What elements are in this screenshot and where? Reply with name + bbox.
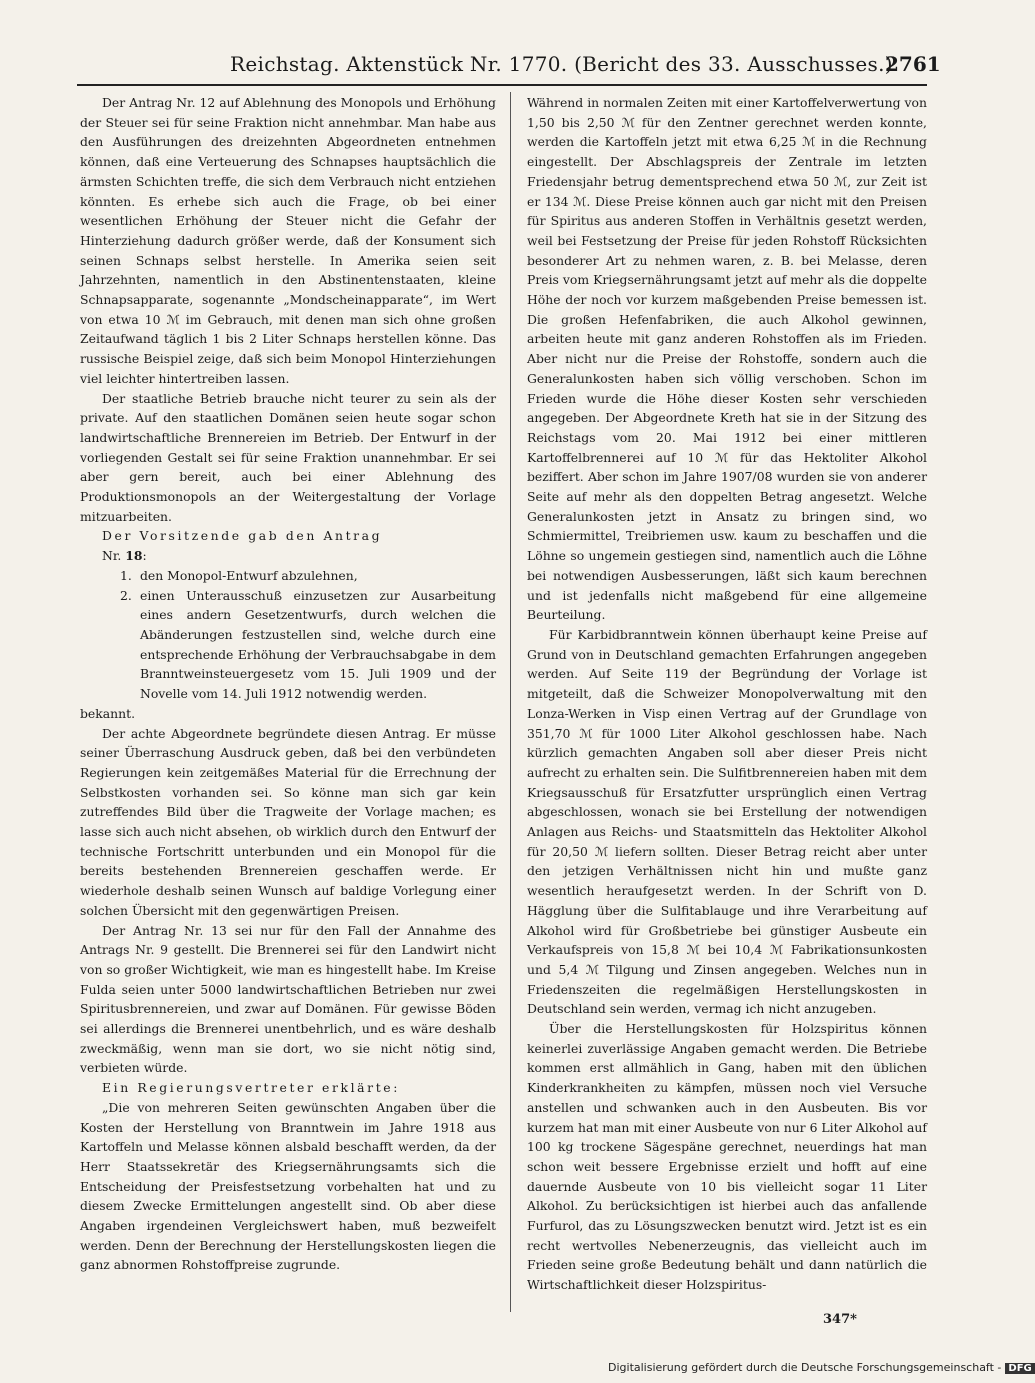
list-item-text: den Monopol-Entwurf abzulehnen, xyxy=(140,567,358,583)
paragraph: bekannt. xyxy=(80,705,136,721)
paragraph-government: Ein Regierungsvertreter erklärte: xyxy=(102,1080,400,1096)
motion-number xyxy=(80,546,496,566)
list-item-number: 1. xyxy=(120,567,132,583)
list-item-number: 2. xyxy=(120,587,132,603)
footer-text: Digitalisierung gefördert durch die Deutsche Forschungsgemeinschaft - xyxy=(608,1361,1002,1374)
left-column xyxy=(80,93,496,1275)
paragraph: Der staatliche Betrieb brauche nicht teurer zu sein als der private. Auf den staatlichen Domänen seien heute sogar schon landwirtschaftliche Brennereien im Betrieb. Der Entwurf in der vorliegenden Gestalt sei für seine Fraktion unannehmbar. Er sei aber gern bereit, auch bei einer Ablehnung des Produktionsmonopols an der Weitergestaltung der Vorlage mitzuarbeiten. xyxy=(80,390,496,524)
paragraph: Der Antrag Nr. 13 sei nur für den Fall der Annahme des Antrags Nr. 9 gestellt. Die Brennerei sei für den Landwirt nicht von so großer Wichtigkeit, wie man es hingestellt habe. Im Kreise Fulda seien unter 5000 landwirtschaftlichen Betrieben nur zwei Spiritusbrennereien, und zwar auf Domänen. Für gewisse Böden sei allerdings die Brennerei unentbehrlich, und es wäre deshalb zweckmäßig, wenn man sie dort, wo sie nicht nötig sind, verbieten würde. xyxy=(80,922,496,1076)
right-column xyxy=(527,93,927,1295)
motion-prefix: Nr. xyxy=(102,548,126,564)
paragraph-chairman: Der Vorsitzende gab den Antrag xyxy=(102,528,383,544)
column-divider xyxy=(510,92,511,1312)
paragraph: Während in normalen Zeiten mit einer Kartoffelverwertung von 1,50 bis 2,50 ℳ für den Zentner gerechnet werden konnte, werden die Kartoffeln jetzt mit etwa 6,25 ℳ in die Rechnung eingestellt. Der Abschlagspreis der Zentrale im letzten Friedensjahr betrug dementsprechend etwa 50 ℳ, zur Zeit ist er 134 ℳ. Diese Preise können auch gar nicht mit den Preisen für Spiritus aus anderen Stoffen in Verhältnis gesetzt werden, weil bei Festsetzung der Preise für jeden Rohstoff Rücksichten besonderer Art zu nehmen waren, z. B. bei Melasse, deren Preis vom Kriegsernährungsamt jetzt auf mehr als die doppelte Höhe der noch vor kurzem maßgebenden Preise bemessen ist. Die großen Hefenfabriken, die auch Alkohol gewinnen, arbeiten heute mit ganz anderen Rohstoffen als im Frieden. Aber nicht nur die Preise der Rohstoffe, sondern auch die Generalunkosten haben sich völlig verschoben. Schon im Frieden wurde die Höhe dieser Kosten sehr verschieden angegeben. Der Abgeordnete Kreth hat sie in der Sitzung des Reichstags vom 20. Mai 1912 bei einer mittleren Kartoffelbrennerei auf 10 ℳ für das Hektoliter Alkohol beziffert. Aber schon im Jahre 1907/08 wurden sie von anderer Seite auf mehr als den doppelten Betrag angesetzt. Welche Generalunkosten jetzt in Ansatz zu bringen sind, wo Schmiermittel, Treibriemen usw. kaum zu beschaffen und die Löhne so ungemein gestiegen sind, namentlich auch die Löhne bei notwendigen Ausbesserungen, läßt sich kaum berechnen und ist jedenfalls nicht maßgebend für eine allgemeine Beurteilung. xyxy=(527,95,927,623)
page-number: 2761 xyxy=(885,52,941,76)
paragraph: Für Karbidbranntwein können überhaupt keine Preise auf Grund von in Deutschland gemachten Erfahrungen angegeben werden. Auf Seite 119 der Begründung der Vorlage ist mitgeteilt, daß die Schweizer Monopolverwaltung mit den Lonza-Werken in Visp einen Vertrag auf der Grundlage von 351,70 ℳ für 1000 Liter Alkohol geschlossen habe. Nach kürzlich gemachten Angaben soll aber dieser Preis nicht aufrecht zu erhalten sein. Die Sulfitbrennereien haben mit dem Kriegsausschuß für Ersatzfutter ursprünglich einen Vertrag abgeschlossen, wonach sie bei Erstellung der notwendigen Anlagen aus Reichs- und Staatsmitteln das Hektoliter Alkohol für 20,50 ℳ liefern sollten. Dieser Betrag reicht aber unter den jetzigen Verhältnissen nicht hin und mußte ganz wesentlich heraufgesetzt werden. In der Schrift von D. Hägglung über die Sulfitablauge und ihre Verarbeitung auf Alkohol wird für Großbetriebe bei günstiger Ausbeute ein Verkaufspreis von 15,8 ℳ bei 10,4 ℳ Fabrikationsunkosten und 5,4 ℳ Tilgung und Zinsen angegeben. Welches nun in Friedenszeiten die regelmäßigen Herstellungskosten in Deutschland sein werden, vermag ich nicht anzugeben. xyxy=(527,626,927,1017)
paragraph: Über die Herstellungskosten für Holzspiritus können keinerlei zuverlässige Angaben gemacht werden. Die Betriebe kommen erst allmählich in Gang, haben mit den üblichen Kinderkrankheiten zu kämpfen, müssen noch viel Versuche anstellen und schwanken auch in den Ausbeuten. Bis vor kurzem hat man mit einer Ausbeute von nur 6 Liter Alkohol auf 100 kg trockene Sägespäne gerechnet, neuerdings hat man schon weit bessere Ergebnisse erzielt und hofft auf eine dauernde Ausbeute von 10 bis vielleicht sogar 11 Liter Alkohol. Zu berücksichtigen ist hierbei auch das anfallende Furfurol, das zu Lösungszwecken benutzt wird. Jetzt ist es ein recht wertvolles Nebenerzeugnis, das vielleicht auch im Frieden seine große Bedeutung behält und dann natürlich die Wirtschaftlichkeit dieser Holzspiritus- xyxy=(527,1021,927,1293)
paragraph: Der Antrag Nr. 12 auf Ablehnung des Monopols und Erhöhung der Steuer sei für seine Fraktion nicht annehmbar. Man habe aus den Ausführungen des dreizehnten Abgeordneten entnehmen können, daß eine Verteuerung des Schnapses hauptsächlich die ärmsten Schichten treffe, die sich dem Verbrauch nicht entziehen könnten. Es erhebe sich auch die Frage, ob bei einer wesentlichen Erhöhung der Steuer nicht die Gefahr der Hinterziehung dadurch größer werde, daß der Konsument sich seinen Schnaps selbst herstelle. In Amerika seien seit Jahrzehnten, namentlich in den Abstinentenstaaten, kleine Schnapsapparate, sogenannte „Mondscheinapparate“, im Wert von etwa 10 ℳ im Gebrauch, mit denen man sich ohne großen Zeitaufwand täglich 1 bis 2 Liter Schnaps herstellen könne. Das russische Beispiel zeige, daß sich beim Monopol Hinterziehungen viel leichter hintertreiben lassen. xyxy=(80,95,496,386)
header-title: Reichstag. Aktenstück Nr. 1770. (Bericht des 33. Ausschusses.) xyxy=(230,52,893,76)
list-item-text: einen Unterausschuß einzusetzen zur Ausarbeitung eines andern Gesetzentwurfs, durch welchen die Abänderungen festzustellen sind, welche durch eine entsprechende Erhöhung der Verbrauchsabgabe in dem Branntweinsteuergesetz vom 15. Juli 1909 und der Novelle vom 14. Juli 1912 notwendig werden. xyxy=(140,587,496,702)
header-rule xyxy=(77,84,927,86)
list-item xyxy=(80,586,496,704)
list-item xyxy=(80,566,496,586)
paragraph-quote: „Die von mehreren Seiten gewünschten Angaben über die Kosten der Herstellung von Branntwein im Jahre 1918 aus Kartoffeln und Melasse können alsbald beschafft werden, da der Herr Staatssekretär des Kriegsernährungsamts sich die Entscheidung der Preisfestsetzung vorbehalten hat und zu diesem Zwecke Ermittelungen angestellt sind. Ob aber diese Angaben irgendeinen Vergleichswert haben, muß bezweifelt werden. Denn der Berechnung der Herstellungskosten liegen die ganz abnormen Rohstoffpreise zugrunde. xyxy=(80,1099,496,1273)
paragraph: Der achte Abgeordnete begründete diesen Antrag. Er müsse seiner Überraschung Ausdruck geben, daß bei den verbündeten Regierungen kein zeitgemäßes Material für die Errechnung der Selbstkosten vorhanden sei. So könne man sich gar kein zutreffendes Bild über die Tragweite der Vorlage machen; es lasse sich auch nicht absehen, ob wirklich durch den Entwurf der technische Fortschritt unterbunden und ein Monopol für die bereits bestehenden Brennereien geschaffen werde. Er wiederhole deshalb seinen Wunsch auf baldige Vorlegung einer solchen Übersicht mit den gegenwärtigen Preisen. xyxy=(80,725,496,918)
running-header xyxy=(0,52,1000,82)
motion-suffix: : xyxy=(142,548,147,564)
signature-mark: 347* xyxy=(823,1312,857,1327)
motion-number-value: 18 xyxy=(125,548,143,564)
digitization-footer xyxy=(608,1361,1035,1374)
dfg-logo: DFG xyxy=(1005,1363,1034,1374)
motion-list xyxy=(80,566,496,704)
